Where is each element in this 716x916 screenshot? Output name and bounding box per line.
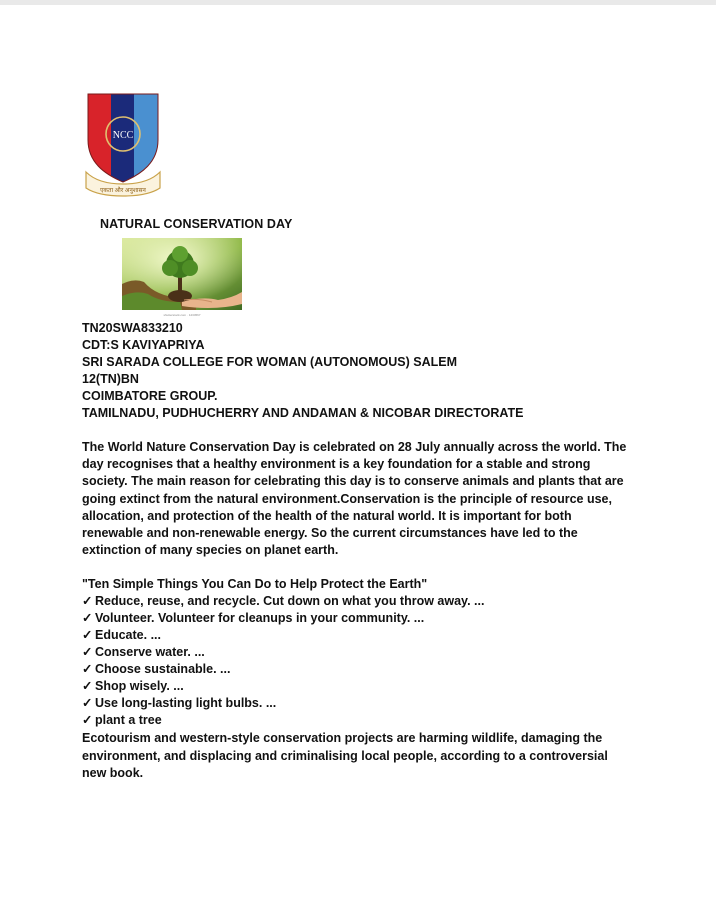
- tips-heading: "Ten Simple Things You Can Do to Help Protect the Earth": [82, 577, 428, 591]
- tips-list: [82, 576, 484, 729]
- check-icon: ✓: [82, 611, 93, 625]
- check-icon: ✓: [82, 594, 93, 608]
- cadet-info: [82, 320, 523, 422]
- list-item: ✓ Use long-lasting light bulbs. ...: [82, 696, 277, 710]
- list-item: ✓ Volunteer. Volunteer for cleanups in your community. ...: [82, 611, 425, 625]
- battalion: 12(TN)BN: [82, 372, 139, 386]
- list-item: ✓ Conserve water. ...: [82, 645, 205, 659]
- directorate: TAMILNADU, PUDHUCHERRY AND ANDAMAN & NICOBAR DIRECTORATE: [82, 406, 524, 420]
- check-icon: ✓: [82, 713, 93, 727]
- check-icon: ✓: [82, 662, 93, 676]
- cadet-id: TN20SWA833210: [82, 321, 183, 335]
- conservation-photo: [122, 238, 242, 318]
- list-item: ✓ plant a tree: [82, 713, 162, 727]
- ncc-logo: [80, 88, 166, 198]
- check-icon: ✓: [82, 628, 93, 642]
- list-item: ✓ Shop wisely. ...: [82, 679, 184, 693]
- photo-caption: shutterstock.com · 1234567: [163, 313, 201, 317]
- group-name: COIMBATORE GROUP.: [82, 389, 218, 403]
- check-icon: ✓: [82, 645, 93, 659]
- check-icon: ✓: [82, 696, 93, 710]
- college-name: SRI SARADA COLLEGE FOR WOMAN (AUTONOMOUS) SALEM: [82, 355, 457, 369]
- list-item: ✓ Reduce, reuse, and recycle. Cut down on what you throw away. ...: [82, 594, 485, 608]
- ncc-motto: एकता और अनुशासन: [100, 188, 146, 194]
- check-icon: ✓: [82, 679, 93, 693]
- intro-paragraph: The World Nature Conservation Day is celebrated on 28 July annually across the world. The day recognises that a healthy environment is a key foundation for a stable and strong society. The main reason for celebrating this day is to conserve animals and plants that are going extinct from the natural environment.Conservation is the principle of resource use, allocation, and protection of the health of the natural world. It is important for both renewable and non-renewable energy. So the current circumstances have led to the extinction of many species on planet earth.: [82, 440, 627, 558]
- ncc-logo-text: NCC: [112, 130, 134, 141]
- page-title: NATURAL CONSERVATION DAY: [100, 217, 293, 231]
- cadet-name: CDT:S KAVIYAPRIYA: [82, 338, 205, 352]
- list-item: ✓ Educate. ...: [82, 628, 161, 642]
- top-bar: [0, 0, 716, 5]
- list-item: ✓ Choose sustainable. ...: [82, 662, 231, 676]
- closing-paragraph: Ecotourism and western-style conservation projects are harming wildlife, damaging the environment, and displacing and criminalising local people, according to a controversial new book.: [82, 731, 608, 780]
